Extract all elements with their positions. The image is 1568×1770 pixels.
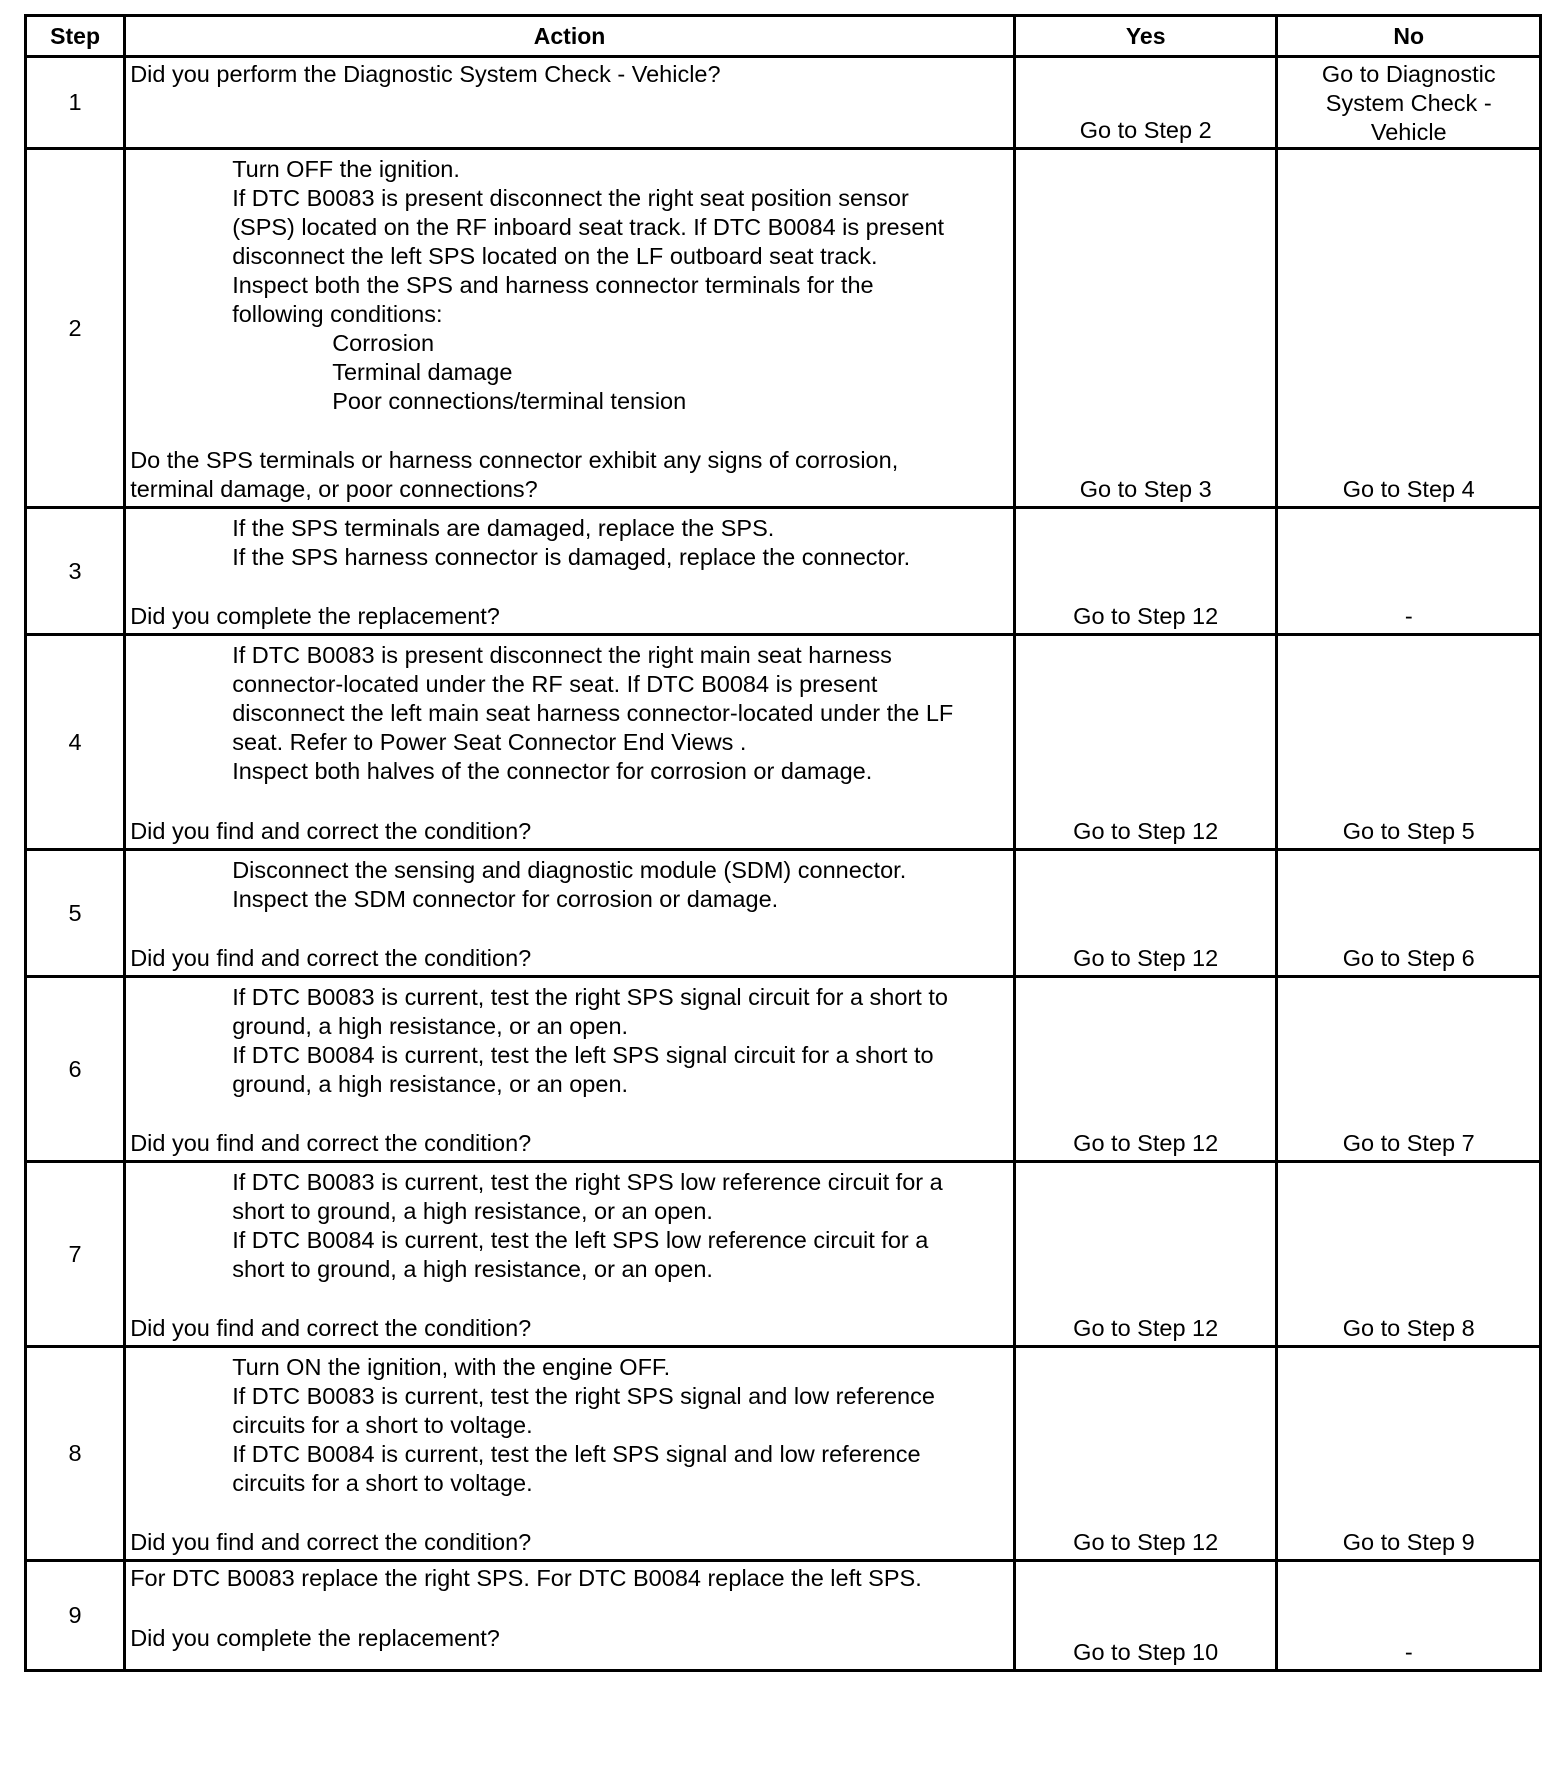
- action-cell: [125, 1347, 1015, 1561]
- step-number: 4: [26, 635, 125, 850]
- action-cell: [125, 1162, 1015, 1347]
- instruction-line: Inspect both halves of the connector for corrosion or damage.: [232, 758, 873, 784]
- condition-item: Poor connections/terminal tension: [332, 388, 687, 414]
- table-row: [26, 508, 1541, 635]
- instruction-lines: [130, 980, 1009, 1099]
- action-cell: [125, 1561, 1015, 1671]
- instruction-line: If DTC B0083 is current, test the right SPS signal circuit for a short to: [232, 984, 948, 1010]
- instruction-line: following conditions:: [232, 301, 443, 327]
- instruction-line: short to ground, a high resistance, or an open.: [232, 1198, 713, 1224]
- step-number: 6: [26, 977, 125, 1162]
- instruction-lines: [130, 511, 1009, 572]
- step-number: 5: [26, 850, 125, 977]
- no-link[interactable]: -: [1277, 508, 1541, 635]
- instruction-lines: [130, 638, 1009, 786]
- no-link[interactable]: Go to Step 7: [1277, 977, 1541, 1162]
- no-link[interactable]: Go to Step 4: [1277, 149, 1541, 508]
- yes-link[interactable]: Go to Step 10: [1014, 1561, 1277, 1671]
- header-step: Step: [26, 16, 125, 57]
- yes-link[interactable]: Go to Step 2: [1014, 57, 1277, 149]
- no-link[interactable]: Go to Step 6: [1277, 850, 1541, 977]
- action-cell: [125, 850, 1015, 977]
- yes-link[interactable]: Go to Step 3: [1014, 149, 1277, 508]
- table-row: [26, 850, 1541, 977]
- instruction-line: disconnect the left SPS located on the LF outboard seat track.: [232, 243, 878, 269]
- yes-link[interactable]: Go to Step 12: [1014, 1162, 1277, 1347]
- action-cell: [125, 635, 1015, 850]
- action-cell: [125, 977, 1015, 1162]
- diagnostic-table: [24, 14, 1542, 1672]
- yes-link[interactable]: Go to Step 12: [1014, 850, 1277, 977]
- instruction-lines: [130, 853, 1009, 914]
- no-link[interactable]: Go to Step 5: [1277, 635, 1541, 850]
- instruction-line: If DTC B0084 is current, test the left SPS low reference circuit for a: [232, 1227, 929, 1253]
- instruction-line: (SPS) located on the RF inboard seat track. If DTC B0084 is present: [232, 214, 945, 240]
- instruction-line: ground, a high resistance, or an open.: [232, 1013, 629, 1039]
- instruction-line: disconnect the left main seat harness connector-located under the LF: [232, 700, 954, 726]
- instruction-line: If DTC B0084 is current, test the left SPS signal and low reference: [232, 1441, 921, 1467]
- table-row: [26, 1347, 1541, 1561]
- table-row: [26, 977, 1541, 1162]
- instruction-lines: [130, 1165, 1009, 1284]
- instruction-line: Inspect both the SPS and harness connector terminals for the: [232, 272, 874, 298]
- instruction-line: Disconnect the sensing and diagnostic module (SDM) connector.: [232, 857, 907, 883]
- instruction-line: Turn ON the ignition, with the engine OFF.: [232, 1354, 671, 1380]
- instruction-line: ground, a high resistance, or an open.: [232, 1071, 629, 1097]
- instruction-line: connector-located under the RF seat. If DTC B0084 is present: [232, 671, 878, 697]
- instruction-line: Turn OFF the ignition.: [232, 156, 460, 182]
- question-text: Did you find and correct the condition?: [130, 1529, 532, 1555]
- action-cell: [125, 57, 1015, 149]
- yes-link[interactable]: Go to Step 12: [1014, 508, 1277, 635]
- question-text: terminal damage, or poor connections?: [130, 476, 538, 502]
- no-line: Go to Diagnostic: [1321, 61, 1496, 87]
- no-link[interactable]: [1277, 57, 1541, 149]
- yes-link[interactable]: Go to Step 12: [1014, 977, 1277, 1162]
- yes-link[interactable]: Go to Step 12: [1014, 1347, 1277, 1561]
- action-cell: [125, 149, 1015, 508]
- table-row: [26, 57, 1541, 149]
- instruction-line: If DTC B0084 is current, test the left SPS signal circuit for a short to: [232, 1042, 934, 1068]
- no-line: System Check -: [1325, 90, 1492, 116]
- instruction-line: If DTC B0083 is current, test the right SPS low reference circuit for a: [232, 1169, 943, 1195]
- table-row: [26, 1561, 1541, 1671]
- no-line: Vehicle: [1370, 119, 1447, 145]
- question-text: Did you find and correct the condition?: [130, 945, 532, 971]
- step-number: 1: [26, 57, 125, 149]
- condition-item: Terminal damage: [332, 359, 513, 385]
- header-no: No: [1277, 16, 1541, 57]
- condition-item: Corrosion: [332, 330, 435, 356]
- question-text: Did you perform the Diagnostic System Check - Vehicle?: [130, 61, 721, 87]
- instruction-lines: [130, 152, 1009, 416]
- step-number: 2: [26, 149, 125, 508]
- header-row: [26, 16, 1541, 57]
- question-text: Did you complete the replacement?: [130, 603, 500, 629]
- instruction-text: For DTC B0083 replace the right SPS. For DTC B0084 replace the left SPS.: [130, 1565, 922, 1591]
- instruction-lines: [130, 1350, 1009, 1498]
- step-number: 9: [26, 1561, 125, 1671]
- instruction-line: If DTC B0083 is current, test the right SPS signal and low reference: [232, 1383, 935, 1409]
- step-number: 3: [26, 508, 125, 635]
- question-text: Do the SPS terminals or harness connector exhibit any signs of corrosion,: [130, 447, 899, 473]
- instruction-line: seat. Refer to Power Seat Connector End Views .: [232, 729, 747, 755]
- no-link[interactable]: Go to Step 9: [1277, 1347, 1541, 1561]
- instruction-line: circuits for a short to voltage.: [232, 1412, 533, 1438]
- instruction-line: Inspect the SDM connector for corrosion or damage.: [232, 886, 779, 912]
- instruction-line: If the SPS harness connector is damaged, replace the connector.: [232, 544, 911, 570]
- instruction-line: If DTC B0083 is present disconnect the right seat position sensor: [232, 185, 909, 211]
- yes-link[interactable]: Go to Step 12: [1014, 635, 1277, 850]
- step-number: 7: [26, 1162, 125, 1347]
- question-text: Did you find and correct the condition?: [130, 1130, 532, 1156]
- question-text: Did you find and correct the condition?: [130, 818, 532, 844]
- header-yes: Yes: [1014, 16, 1277, 57]
- question-text: Did you find and correct the condition?: [130, 1315, 532, 1341]
- instruction-line: If the SPS terminals are damaged, replace the SPS.: [232, 515, 775, 541]
- action-cell: [125, 508, 1015, 635]
- no-link[interactable]: Go to Step 8: [1277, 1162, 1541, 1347]
- header-action: Action: [125, 16, 1015, 57]
- table-row: [26, 149, 1541, 508]
- instruction-line: circuits for a short to voltage.: [232, 1470, 533, 1496]
- table-row: [26, 635, 1541, 850]
- instruction-line: short to ground, a high resistance, or an open.: [232, 1256, 713, 1282]
- no-link[interactable]: -: [1277, 1561, 1541, 1671]
- instruction-line: If DTC B0083 is present disconnect the right main seat harness: [232, 642, 892, 668]
- question-text: Did you complete the replacement?: [130, 1625, 500, 1651]
- table-row: [26, 1162, 1541, 1347]
- step-number: 8: [26, 1347, 125, 1561]
